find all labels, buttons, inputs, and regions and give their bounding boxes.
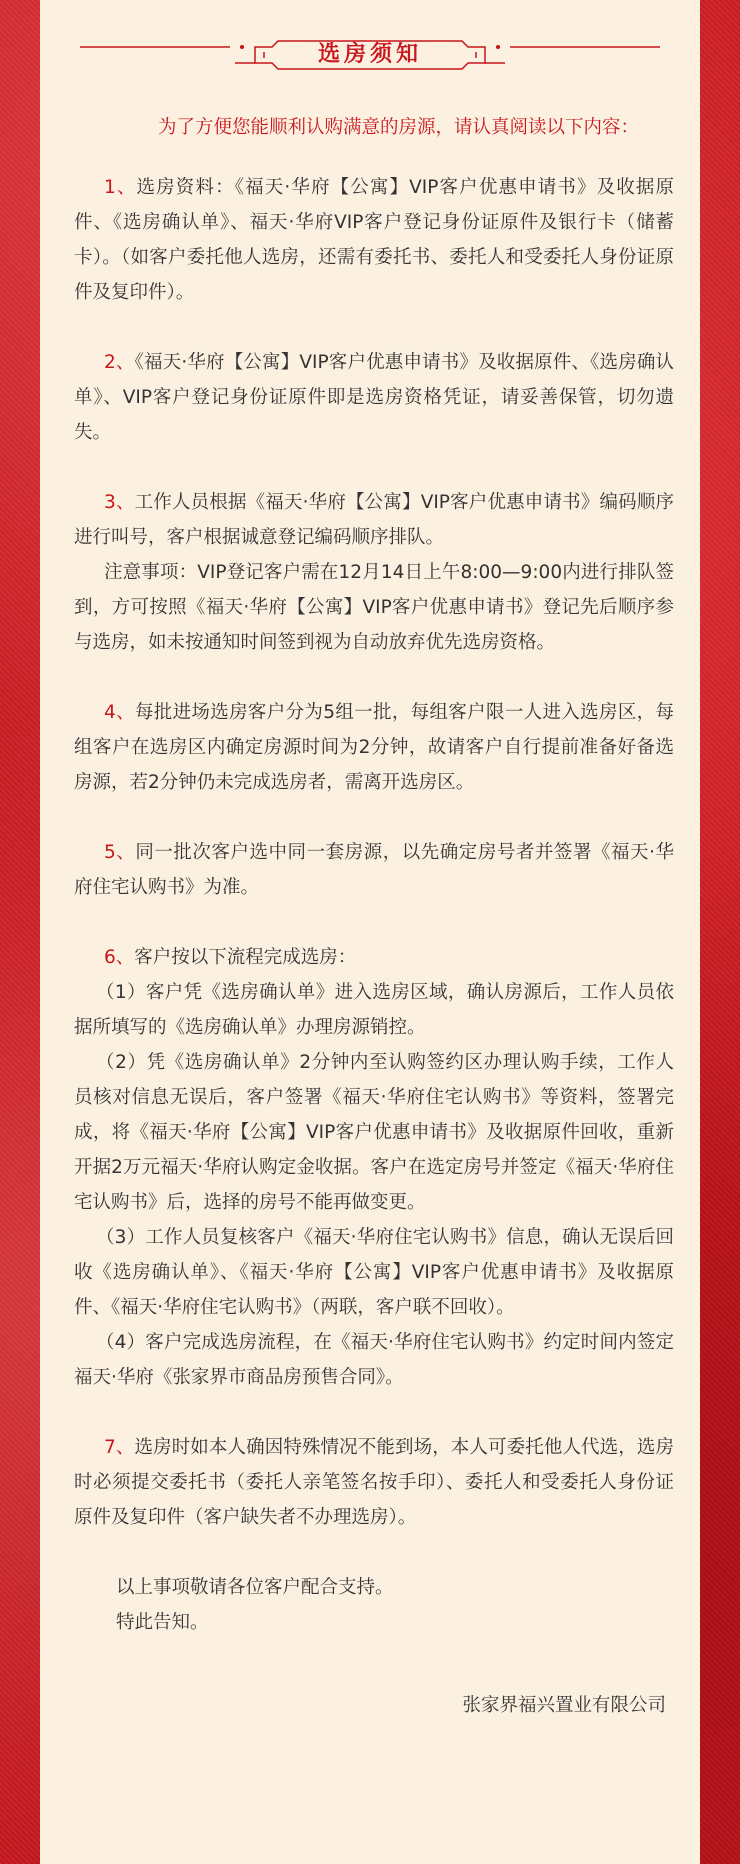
step-paragraph [74, 975, 674, 1045]
section-5 [74, 835, 674, 905]
paragraph-text: 《福天·华府【公寓】VIP客户优惠申请书》及收据原件、《选房确认单》、VIP客户登记身份证原件即是选房资格凭证，请妥善保管，切勿遗失。 [74, 352, 674, 443]
closing-line: 以上事项敬请各位客户配合支持。 [116, 1577, 394, 1598]
intro-text: 为了方便您能顺利认购满意的房源，请认真阅读以下内容： [158, 117, 640, 138]
paragraph-text: 选房时如本人确因特殊情况不能到场，本人可委托他人代选，选房时必须提交委托书（委托人亲笔签名按手印）、委托人和受委托人身份证原件及复印件（客户缺失者不办理选房）。 [74, 1437, 674, 1528]
paragraph-text: 注意事项：VIP登记客户需在12月14日上午8:00—9:00内进行排队签到，方可按照《福天·华府【公寓】VIP客户优惠申请书》登记先后顺序参与选房，如未按通知时间签到视为自动放弃优先选房资格。 [74, 562, 674, 653]
section-6 [74, 940, 674, 1395]
page-title: 选房须知 [317, 42, 422, 67]
step-paragraph [74, 1220, 674, 1325]
item-number: 2、 [104, 352, 135, 373]
header-banner [40, 30, 700, 80]
notice-paragraph [74, 555, 674, 660]
paragraph-text: 同一批次客户选中同一套房源，以先确定房号者并签署《福天·华府住宅认购书》为准。 [74, 842, 674, 898]
notice-panel [40, 0, 700, 1864]
section-paragraph [74, 485, 674, 555]
item-number: 6、 [104, 947, 135, 968]
paragraph-text: 工作人员根据《福天·华府【公寓】VIP客户优惠申请书》编码顺序进行叫号，客户根据诚意登记编码顺序排队。 [74, 492, 674, 548]
company-signature: 张家界福兴置业有限公司 [462, 1695, 666, 1716]
section-paragraph [74, 835, 674, 905]
section-paragraph [74, 345, 674, 450]
paragraph-text: 选房资料：《福天·华府【公寓】VIP客户优惠申请书》及收据原件、《选房确认单》、福天·华府VIP客户登记身份证原件及银行卡（储蓄卡）。（如客户委托他人选房，还需有委托书、委托人和受委托人身份证原件及复印件）。 [74, 177, 674, 303]
paragraph-text: 客户按以下流程完成选房： [134, 947, 357, 968]
section-7 [74, 1430, 674, 1535]
section-4 [74, 695, 674, 800]
section-paragraph [74, 170, 674, 310]
section-3 [74, 485, 674, 660]
section-paragraph [74, 1430, 674, 1535]
section-paragraph [74, 940, 674, 975]
section-1 [74, 170, 674, 310]
paragraph-text: （1）客户凭《选房确认单》进入选房区域，确认房源后，工作人员依据所填写的《选房确认单》办理房源销控。 [74, 982, 674, 1038]
section-2 [74, 345, 674, 450]
closing-line: 特此告知。 [116, 1612, 209, 1633]
paragraph-text: 每批进场选房客户分为5组一批，每组客户限一人进入选房区，每组客户在选房区内确定房源时间为2分钟，故请客户自行提前准备好备选房源，若2分钟仍未完成选房者，需离开选房区。 [74, 702, 674, 793]
paragraph-text: （4）客户完成选房流程，在《福天·华府住宅认购书》约定时间内签定福天·华府《张家界市商品房预售合同》。 [74, 1332, 674, 1388]
item-number: 1、 [104, 177, 137, 198]
section-paragraph [74, 695, 674, 800]
item-number: 3、 [104, 492, 135, 513]
step-paragraph [74, 1325, 674, 1395]
step-paragraph [74, 1045, 674, 1220]
paragraph-text: （3）工作人员复核客户《福天·华府住宅认购书》信息，确认无误后回收《选房确认单》、《福天·华府【公寓】VIP客户优惠申请书》及收据原件、《福天·华府住宅认购书》（两联，客户联不回收）。 [74, 1227, 674, 1318]
item-number: 5、 [104, 842, 136, 863]
item-number: 4、 [104, 702, 135, 723]
paragraph-text: （2）凭《选房确认单》2分钟内至认购签约区办理认购手续，工作人员核对信息无误后，客户签署《福天·华府住宅认购书》等资料，签署完成，将《福天·华府【公寓】VIP客户优惠申请书》及收据原件回收，重新开据2万元福天·华府认购定金收据。客户在选定房号并签定《福天·华府住宅认购书》后，选择的房号不能再做变更。 [74, 1052, 674, 1213]
notice-content [74, 110, 674, 1723]
item-number: 7、 [104, 1437, 135, 1458]
